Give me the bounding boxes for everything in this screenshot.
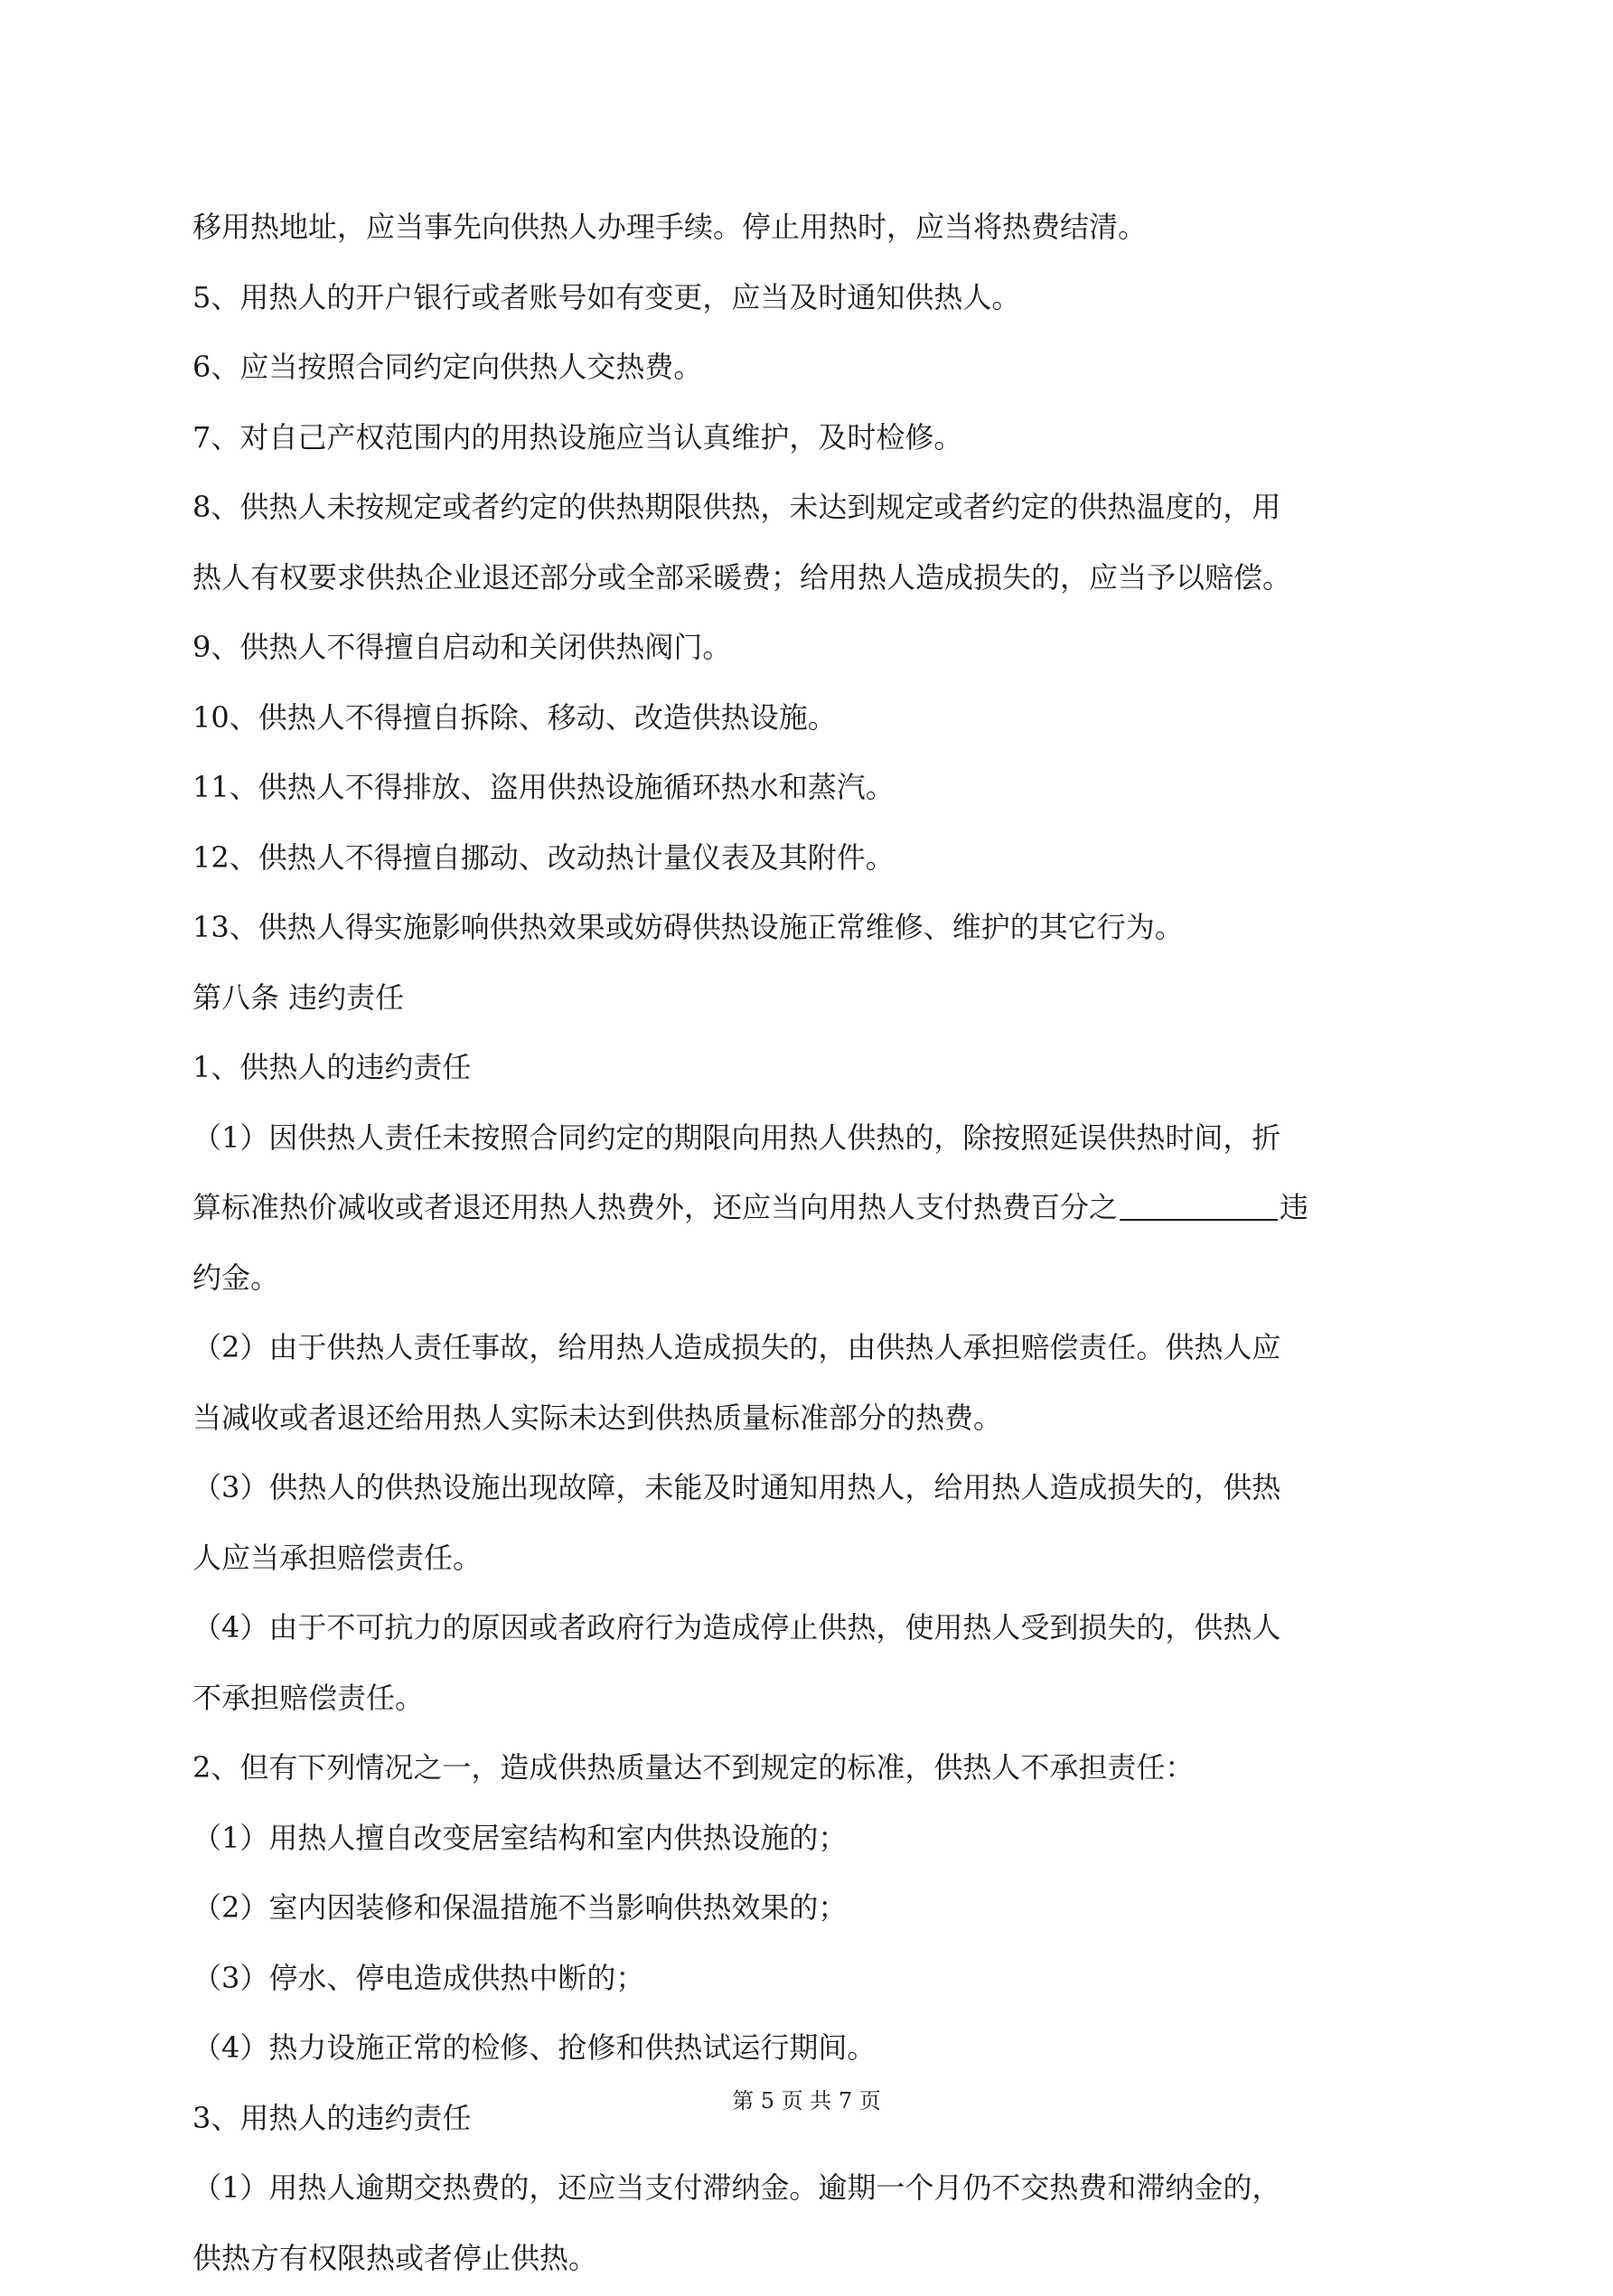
text-line: （1）用热人逾期交热费的，还应当支付滞纳金。逾期一个月仍不交热费和滞纳金的， (192, 2156, 1440, 2226)
text-line: （2）由于供热人责任事故，给用热人造成损失的，由供热人承担赔偿责任。供热人应 (192, 1316, 1440, 1386)
document-body (192, 195, 1440, 2296)
text-line: 约金。 (192, 1246, 1440, 1317)
text-line: 移用热地址，应当事先向供热人办理手续。停止用热时，应当将热费结清。 (192, 195, 1440, 266)
text-line: （2）室内因装修和保温措施不当影响供热效果的； (192, 1876, 1440, 1946)
text-line: 7、对自己产权范围内的用热设施应当认真维护，及时检修。 (192, 406, 1440, 476)
text-line: 不承担赔偿责任。 (192, 1666, 1440, 1737)
section-heading: 第八条 违约责任 (192, 966, 1440, 1036)
text-line: （3）停水、停电造成供热中断的； (192, 1946, 1440, 2017)
text-segment: 违 (1280, 1190, 1308, 1224)
text-line: 人应当承担赔偿责任。 (192, 1526, 1440, 1597)
text-line: 13、供热人得实施影响供热效果或妨碍供热设施正常维修、维护的其它行为。 (192, 895, 1440, 966)
text-line: 当减收或者退还给用热人实际未达到供热质量标准部分的热费。 (192, 1386, 1440, 1457)
page-footer: 第 5 页 共 7 页 (0, 2083, 1613, 2114)
text-line: （1）因供热人责任未按照合同约定的期限向用热人供热的，除按照延误供热时间，折 (192, 1106, 1440, 1176)
text-line: （3）供热人的供热设施出现故障，未能及时通知用热人，给用热人造成损失的，供热 (192, 1456, 1440, 1526)
text-line: （1）用热人擅自改变居室结构和室内供热设施的； (192, 1806, 1440, 1877)
text-line: 6、应当按照合同约定向供热人交热费。 (192, 335, 1440, 406)
fill-in-blank (1120, 1192, 1278, 1221)
text-line: 1、供热人的违约责任 (192, 1036, 1440, 1106)
text-line: 8、供热人未按规定或者约定的供热期限供热，未达到规定或者约定的供热温度的，用 (192, 475, 1440, 546)
text-line: 2、但有下列情况之一，造成供热质量达不到规定的标准，供热人不承担责任： (192, 1736, 1440, 1806)
text-line: （4）由于不可抗力的原因或者政府行为造成停止供热，使用热人受到损失的，供热人 (192, 1596, 1440, 1666)
text-line: 10、供热人不得擅自拆除、移动、改造供热设施。 (192, 686, 1440, 756)
text-line: （4）热力设施正常的检修、抢修和供热试运行期间。 (192, 2016, 1440, 2086)
text-line: 供热方有权限热或者停止供热。 (192, 2226, 1440, 2296)
text-line: 12、供热人不得擅自挪动、改动热计量仪表及其附件。 (192, 826, 1440, 896)
text-line-with-blank (192, 1176, 1440, 1246)
text-line: 5、用热人的开户银行或者账号如有变更，应当及时通知供热人。 (192, 266, 1440, 336)
text-line: 9、供热人不得擅自启动和关闭供热阀门。 (192, 615, 1440, 686)
text-line: 3、用热人的违约责任 (192, 2086, 1440, 2157)
text-segment: 算标准热价减收或者退还用热人热费外，还应当向用热人支付热费百分之 (192, 1190, 1118, 1224)
text-line: 11、供热人不得排放、盗用供热设施循环热水和蒸汽。 (192, 755, 1440, 826)
text-line: 热人有权要求供热企业退还部分或全部采暖费；给用热人造成损失的，应当予以赔偿。 (192, 546, 1440, 616)
